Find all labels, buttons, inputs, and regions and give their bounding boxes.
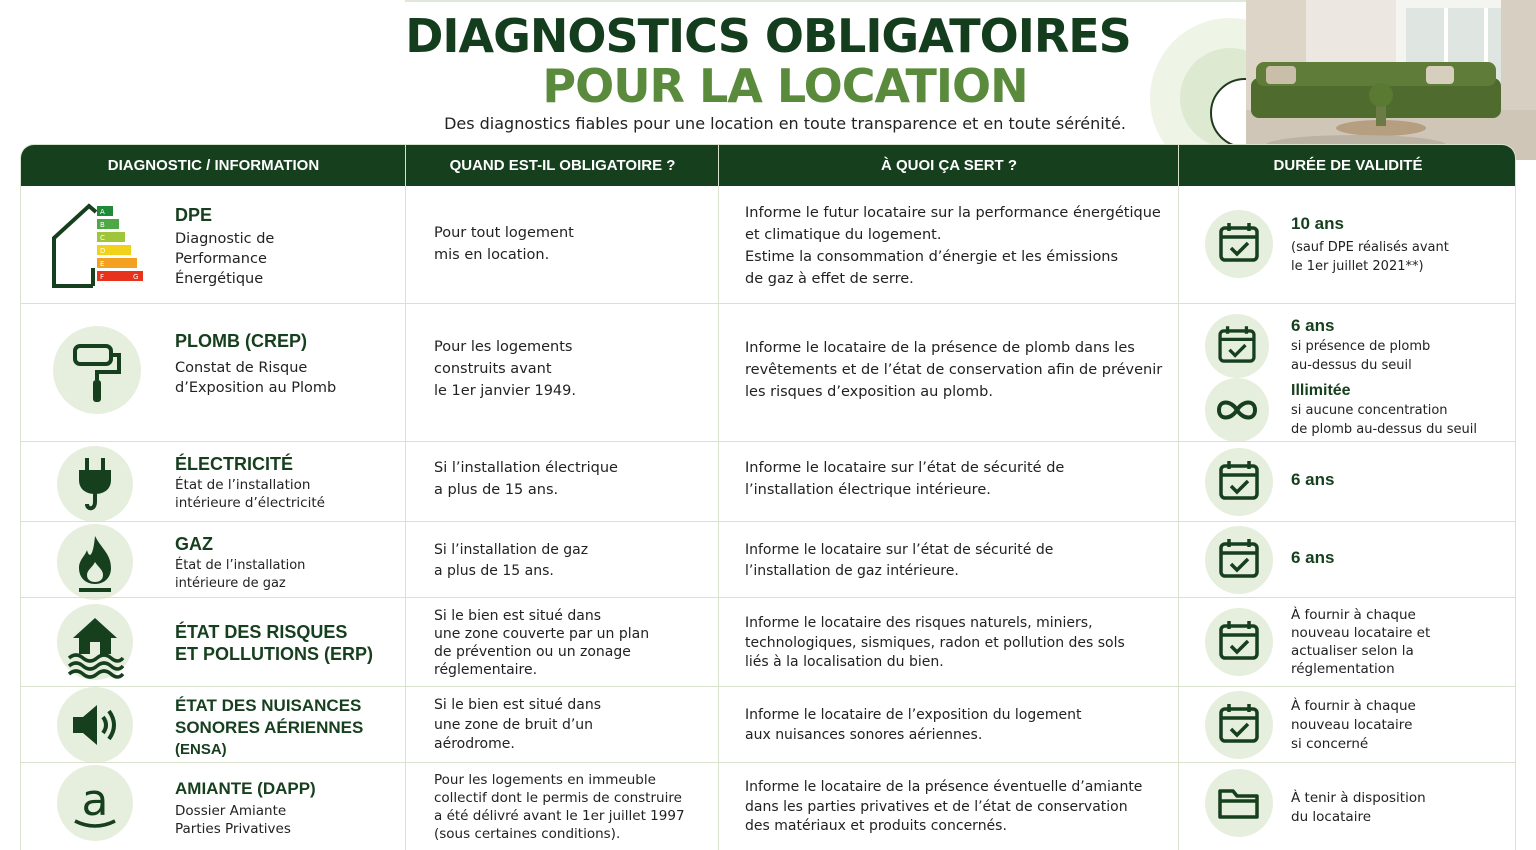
diagnostic-fullname: Diagnostic de Performance Énergétique [175, 231, 275, 287]
when-required: Pour tout logement mis en location. [434, 225, 574, 263]
column-header-purpose: À QUOI ÇA SERT ? [880, 157, 1018, 174]
living-room-photo [1246, 0, 1536, 160]
when-required: Pour les logements construits avant le 1er janvier 1949. [434, 339, 576, 399]
paint-roller-icon [53, 326, 141, 414]
flooded-house-icon [57, 604, 133, 680]
when-required: Si l’installation de gaz a plus de 15 ans. [434, 542, 589, 579]
diagnostic-name: ÉTAT DES RISQUES ET POLLUTIONS (ERP) [175, 622, 373, 664]
purpose-text: Informe le locataire sur l’état de sécurité de l’installation de gaz intérieure. [745, 542, 1054, 579]
diagnostic-name: AMIANTE (DAPP) [175, 779, 316, 798]
folder-icon [1205, 769, 1273, 837]
electric-plug-icon [57, 446, 133, 522]
infinity-icon [1205, 378, 1269, 442]
validity-duration: 6 ans [1291, 548, 1335, 567]
validity-duration-alt: Illimitée [1291, 382, 1351, 399]
purpose-text: Informe le locataire de l’exposition du logement aux nuisances sonores aériennes. [745, 707, 1082, 743]
purpose-text: Informe le locataire des risques naturels, miniers, technologiques, sismiques, radon et pollution des sols liés à la localisation du bien. [745, 615, 1125, 670]
column-header-when: QUAND EST-IL OBLIGATOIRE ? [449, 157, 676, 174]
diagnostic-fullname: État de l’installation intérieure d’électricité [175, 477, 325, 511]
diagnostic-name: DPE [175, 205, 213, 225]
calendar-check-icon [1205, 314, 1269, 378]
calendar-check-icon [1205, 448, 1273, 516]
gas-flame-icon [57, 524, 133, 600]
validity-duration: 6 ans [1291, 316, 1335, 335]
purpose-text: Informe le futur locataire sur la performance énergétique et climatique du logement. Estime la consommation d’énergie et les émissions de gaz à effet de serre. [745, 205, 1161, 287]
table-row [21, 762, 1516, 850]
diagnostic-name: ÉLECTRICITÉ [175, 454, 294, 474]
validity-note: si présence de plomb au-dessus du seuil [1291, 339, 1431, 373]
calendar-check-icon [1205, 608, 1273, 676]
column-header-diagnostic: DIAGNOSTIC / INFORMATION [107, 157, 320, 174]
validity-note: À fournir à chaque nouveau locataire si concerné [1291, 698, 1416, 752]
svg-text:a: a [81, 775, 109, 826]
diagnostic-fullname: Dossier Amiante Parties Privatives [175, 803, 291, 837]
dpe-scale-label: G [133, 273, 139, 281]
purpose-text: Informe le locataire sur l’état de sécurité de l’installation électrique intérieure. [745, 460, 1065, 498]
when-required: Si le bien est situé dans une zone de bruit d’un aérodrome. [434, 697, 601, 752]
validity-note: À tenir à disposition du locataire [1291, 790, 1426, 825]
calendar-check-icon [1205, 210, 1273, 278]
table-row [21, 441, 1516, 521]
validity-note-alt: si aucune concentration de plomb au-dessus du seuil [1291, 403, 1477, 437]
when-required: Si l’installation électrique a plus de 15 ans. [434, 460, 618, 498]
page-title-secondary: POUR LA LOCATION [542, 59, 1028, 113]
diagnostic-name: GAZ [175, 534, 213, 554]
dpe-scale-label: F [100, 273, 105, 281]
dpe-scale-label: B [100, 221, 105, 229]
calendar-check-icon [1205, 526, 1273, 594]
column-header-validity: DURÉE DE VALIDITÉ [1273, 157, 1423, 174]
when-required: Si le bien est situé dans une zone couverte par un plan de prévention ou un zonage réglementaire. [434, 608, 650, 678]
dpe-scale-label: D [100, 247, 106, 255]
dpe-scale-label: E [100, 260, 105, 268]
energy-label-house-icon [49, 198, 149, 293]
diagnostic-fullname: État de l’installation intérieure de gaz [175, 558, 306, 591]
when-required: Pour les logements en immeuble collectif dont le permis de construire a été délivré avant le 1er juillet 1997 (sous certaines conditions). [434, 772, 685, 842]
page-subtitle: Des diagnostics fiables pour une location en toute transparence et en toute sérénité. [444, 114, 1126, 133]
purpose-text: Informe le locataire de la présence de plomb dans les revêtements et de l’état de conservation afin de prévenir les risques d’exposition au plomb. [745, 340, 1163, 400]
diagnostic-name: PLOMB (CREP) [175, 331, 307, 351]
asbestos-letter-a-icon [57, 765, 133, 841]
validity-note: (sauf DPE réalisés avant le 1er juillet 2021**) [1291, 240, 1449, 274]
diagnostics-table [20, 144, 1516, 850]
table-row [21, 686, 1516, 762]
table-row [21, 521, 1516, 597]
diagnostic-fullname: Constat de Risque d’Exposition au Plomb [175, 360, 337, 396]
table-row [21, 597, 1516, 686]
diagnostic-name: ÉTAT DES NUISANCES SONORES AÉRIENNES (ENSA) [175, 696, 364, 758]
table-row [21, 186, 1516, 303]
header-divider [405, 0, 1250, 2]
dpe-scale-label: C [100, 234, 105, 242]
calendar-check-icon [1205, 691, 1273, 759]
validity-duration: 10 ans [1291, 214, 1344, 233]
dpe-scale-label: A [100, 208, 105, 216]
validity-note: À fournir à chaque nouveau locataire et actualiser selon la réglementation [1291, 607, 1431, 677]
table-row [21, 303, 1516, 441]
table-header [21, 145, 1516, 186]
purpose-text: Informe le locataire de la présence éventuelle d’amiante dans les parties privatives et de l’état de conservation des matériaux et produits concernés. [745, 779, 1143, 834]
speaker-sound-icon [57, 687, 133, 763]
validity-duration: 6 ans [1291, 470, 1335, 489]
page-title: DIAGNOSTICS OBLIGATOIRES [405, 9, 1131, 63]
